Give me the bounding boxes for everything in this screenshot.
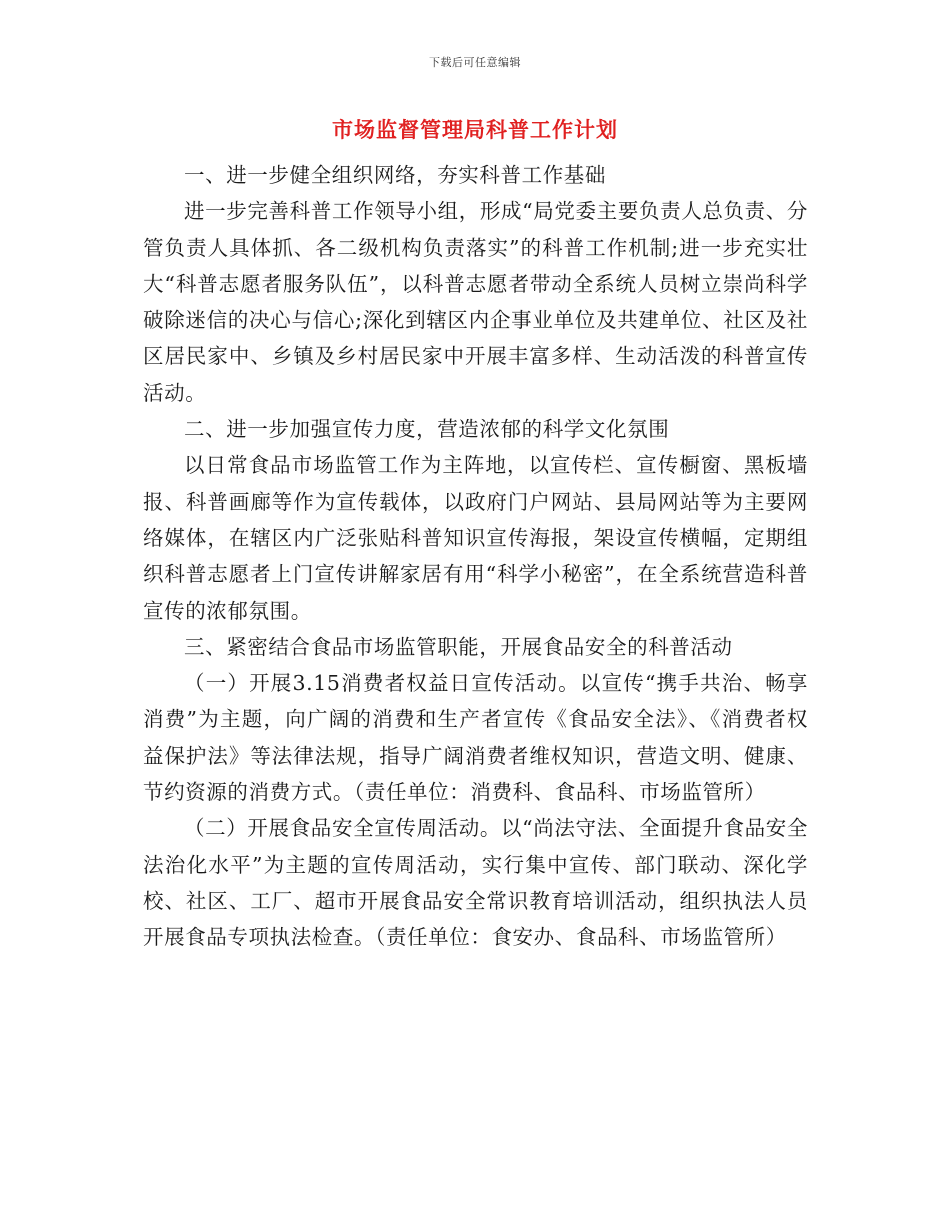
section-heading-1: 一、进一步健全组织网络，夯实科普工作基础 (184, 163, 606, 187)
document-title: 市场监督管理局科普工作计划 (332, 117, 618, 142)
section-3-item-1: （一）开展3.15消费者权益日宣传活动。以宣传“携手共治、畅享消费”为主题，向广阔的消费和生产者宣传《食品安全法》、《消费者权益保护法》等法律法规，指导广阔消费者维权知识，营造文明、健康、节约资源的消费方式。（责任单位：消费科、食品科、市场监管所） (143, 671, 808, 805)
header-note: 下载后可任意编辑 (429, 56, 521, 69)
section-heading-3: 三、紧密结合食品市场监管职能，开展食品安全的科普活动 (184, 634, 733, 659)
section-heading-2: 二、进一步加强宣传力度，营造浓郁的科学文化氛围 (184, 417, 670, 442)
section-1-paragraph: 进一步完善科普工作领导小组，形成“局党委主要负责人总负责、分管负责人具体抓、各二级机构负责落实”的科普工作机制;进一步充实壮大“科普志愿者服务队伍”，以科普志愿者带动全系统人员树立崇尚科学破除迷信的决心与信心;深化到辖区内企事业单位及共建单位、社区及社区居民家中、乡镇及乡村居民家中开展丰富多样、生动活泼的科普宣传活动。 (143, 199, 808, 405)
section-2-paragraph: 以日常食品市场监管工作为主阵地，以宣传栏、宣传橱窗、黑板墙报、科普画廊等作为宣传载体，以政府门户网站、县局网站等为主要网络媒体，在辖区内广泛张贴科普知识宣传海报，架设宣传横幅，定期组织科普志愿者上门宣传讲解家居有用“科学小秘密”，在全系统营造科普宣传的浓郁氛围。 (143, 453, 808, 623)
section-3-item-2: （二）开展食品安全宣传周活动。以“尚法守法、全面提升食品安全法治化水平”为主题的宣传周活动，实行集中宣传、部门联动、深化学校、社区、工厂、超市开展食品安全常识教育培训活动，组织执法人员开展食品专项执法检查。（责任单位：食安办、食品科、市场监管所） (143, 816, 808, 950)
document-body (143, 157, 808, 956)
